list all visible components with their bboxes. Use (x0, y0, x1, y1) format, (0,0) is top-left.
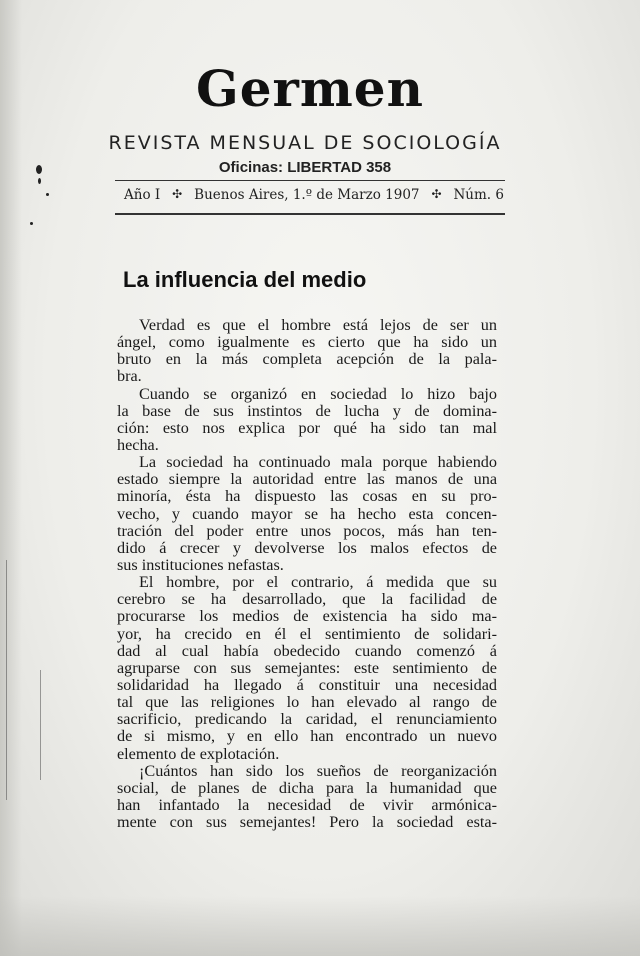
text-line: hecha. (117, 435, 159, 454)
text-line: de si mismo, y en ello han encontrado un nuevo (117, 727, 497, 746)
text-line: han infantado la necesidad de vivir armónica- (117, 795, 497, 814)
offices-address: Oficinas: LIBERTAD 358 (218, 159, 392, 176)
issue-number: Núm. 6 (453, 187, 504, 203)
ink-spot (46, 193, 49, 196)
page-bottom-shadow (0, 896, 640, 956)
issue-line (124, 187, 504, 203)
text-line: cerebro se ha desarrollado, que la facilidad de (117, 590, 497, 609)
text-line: La sociedad ha continuado mala porque habiendo (139, 453, 497, 472)
article-title: La influencia del medio (123, 267, 367, 292)
header-rule-bottom (115, 213, 505, 215)
text-line: solidaridad ha llegado á constituir una necesidad (117, 675, 497, 694)
margin-scratch (40, 670, 41, 780)
text-line: minoría, ésta ha dispuesto las cosas en su pro- (117, 487, 497, 506)
text-line: tración del poder entre unos pocos, más han ten- (117, 521, 497, 540)
text-line: sacrificio, predicando la caridad, el renunciamiento (117, 710, 497, 729)
text-line: ción: esto nos explica por qué ha sido tan mal (117, 418, 497, 437)
masthead-title: Germen (196, 59, 424, 118)
text-line: dad al cual había obedecido cuando comenzó á (117, 641, 497, 660)
text-line: tal que las religiones lo han elevado al rango de (117, 693, 497, 712)
text-line: yor, ha crecido en él el sentimiento de solidari- (117, 624, 497, 643)
text-line: sus instituciones nefastas. (117, 555, 284, 574)
text-line: agruparse con sus semejantes: este sentimiento de (117, 658, 497, 677)
text-line: El hombre, por el contrario, á medida que su (139, 573, 497, 592)
text-line: dido á crecer y devolverse los malos efectos de (117, 538, 497, 557)
margin-scratch (6, 560, 7, 800)
text-line: Cuando se organizó en sociedad lo hizo bajo (139, 384, 497, 403)
article-body (117, 317, 497, 831)
text-line: Verdad es que el hombre está lejos de ser un (139, 316, 497, 334)
ornament-icon: ✣ (431, 187, 442, 201)
text-line: bruto en la más completa acepción de la pala- (117, 350, 497, 369)
text-line: ángel, como igualmente es cierto que ha sido un (117, 333, 497, 352)
text-line: social, de planes de dicha para la humanidad que (117, 778, 497, 797)
text-line: elemento de explotación. (117, 744, 280, 763)
text-line: vecho, y cuando mayor se ha hecho esta concen- (117, 504, 497, 523)
text-line: la base de sus instintos de lucha y de domina- (117, 401, 497, 420)
header-rule-top (115, 180, 505, 181)
text-line: estado siempre la autoridad entre las manos de una (117, 470, 497, 489)
text-line: procurarse los medios de existencia ha sido ma- (117, 607, 497, 626)
ink-spot (30, 222, 33, 225)
issue-place-date: Buenos Aires, 1.º de Marzo 1907 (194, 187, 420, 203)
masthead-subtitle: REVISTA MENSUAL DE SOCIOLOGÍA (108, 132, 502, 154)
text-line: ¡Cuántos han sido los sueños de reorganización (139, 761, 497, 780)
ink-spot (38, 178, 41, 184)
ornament-icon: ✣ (172, 187, 183, 201)
issue-year: Año I (124, 187, 161, 203)
text-line: bra. (117, 367, 142, 386)
text-line: mente con sus semejantes! Pero la sociedad esta- (117, 813, 497, 832)
